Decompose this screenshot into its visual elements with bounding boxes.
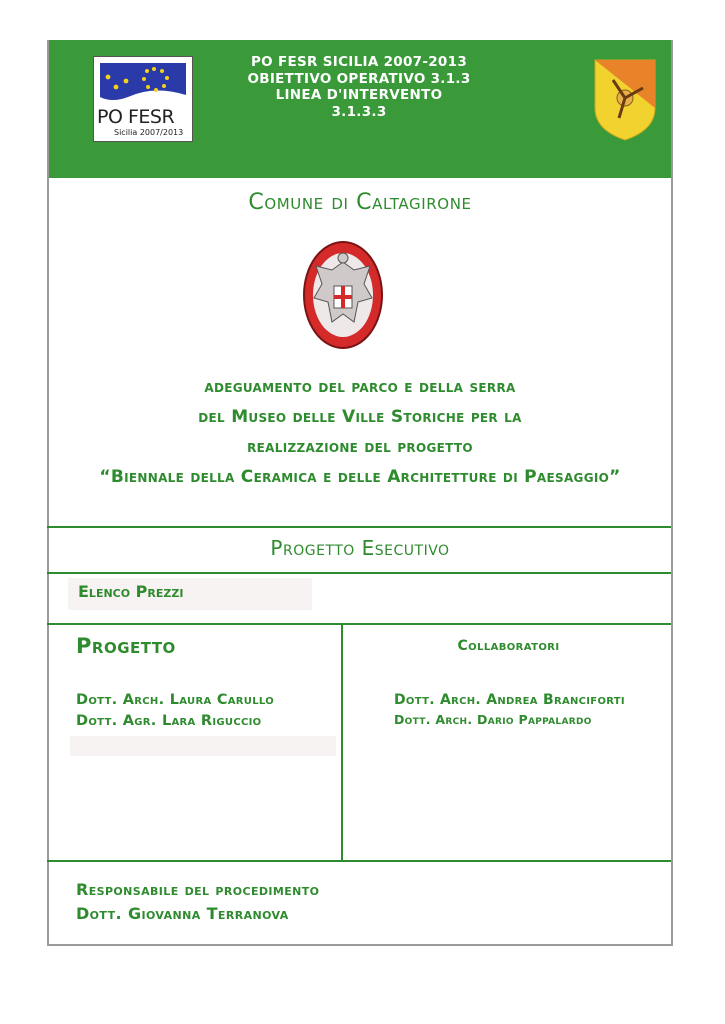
designers-list bbox=[76, 690, 274, 732]
divider bbox=[47, 526, 671, 528]
logo-subtext: Sicilia 2007/2013 bbox=[114, 128, 184, 137]
column-divider bbox=[341, 623, 343, 862]
document-type: Elenco Prezzi bbox=[78, 582, 184, 601]
responsible-block bbox=[76, 878, 319, 926]
title-line: “Biennale della Ceramica e delle Architetture di Paesaggio” bbox=[99, 467, 621, 487]
project-phase: Progetto Esecutivo bbox=[270, 536, 450, 560]
collaborator-name: Dott. Arch. Andrea Branciforti bbox=[394, 692, 625, 708]
header-line: PO FESR SICILIA 2007-2013 bbox=[250, 54, 468, 70]
designers-shade bbox=[70, 736, 336, 756]
title-line: del Museo delle Ville Storiche per la bbox=[198, 407, 522, 427]
page-frame bbox=[47, 40, 673, 946]
responsible-name: Dott. Giovanna Terranova bbox=[76, 904, 289, 923]
divider bbox=[47, 623, 671, 625]
collaborators-heading: Collaboratori bbox=[457, 638, 560, 654]
responsible-label: Responsabile del procedimento bbox=[76, 880, 320, 899]
municipality-title: Comune di Caltagirone bbox=[248, 190, 472, 215]
divider bbox=[47, 860, 671, 862]
caltagirone-coat-of-arms-icon bbox=[302, 240, 384, 350]
project-title bbox=[47, 372, 673, 492]
title-line: adeguamento del parco e della serra bbox=[204, 377, 516, 397]
header-line: 3.1.3.3 bbox=[331, 103, 387, 120]
title-line: realizzazione del progetto bbox=[247, 437, 473, 457]
header-line: OBIETTIVO OPERATIVO 3.1.3 bbox=[247, 70, 471, 87]
collaborator-name: Dott. Arch. Dario Pappalardo bbox=[394, 712, 592, 727]
designer-name: Dott. Agr. Lara Riguccio bbox=[76, 713, 262, 729]
logo-text: PO FESR bbox=[97, 106, 175, 128]
designer-name: Dott. Arch. Laura Carullo bbox=[76, 692, 275, 708]
collaborators-list bbox=[394, 690, 625, 729]
divider bbox=[47, 572, 671, 574]
progetto-heading: Progetto bbox=[76, 634, 176, 658]
header-line: LINEA D'INTERVENTO bbox=[275, 87, 443, 103]
